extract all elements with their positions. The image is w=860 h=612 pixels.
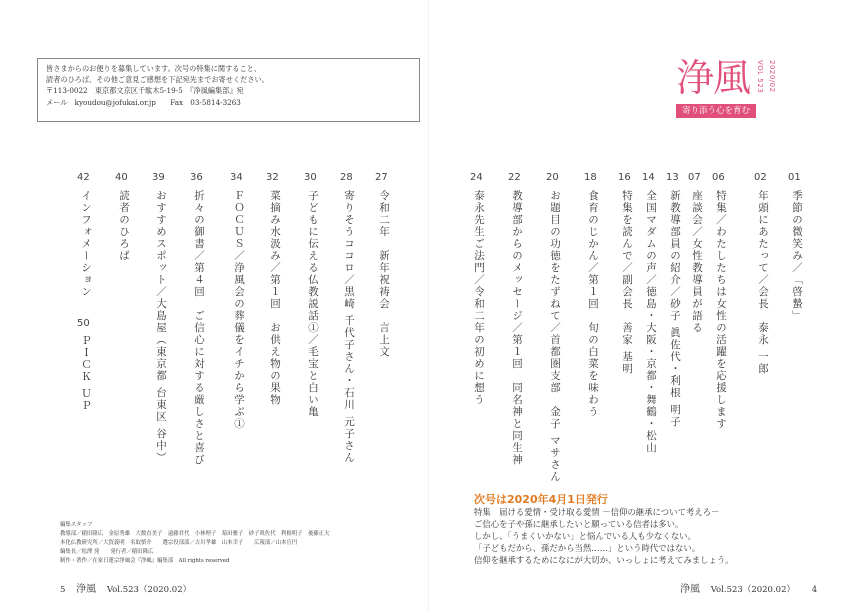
toc-number: 07 [688,172,701,183]
next-issue-line: 特集 届ける愛情・受け取る愛情 －信仰の継承について考えろ－ [474,507,720,517]
footer-magazine-title: 浄風 [680,584,700,595]
toc-number: 13 [666,172,679,183]
toc-entry[interactable]: お題目の功徳をたずねて／首都圏支部 金子 マサさん [549,190,561,483]
notice-line: メール kyoudou@jofukai.or.jp Fax 03-5814-3263 [46,97,241,107]
next-issue-title: 次号は2020年4月1日発行 [474,493,608,506]
footer-volume: Vol.523（2020.02） [710,585,795,595]
toc-number: 24 [470,172,483,183]
page-divider [428,0,429,612]
next-issue-line: 信仰を継承するためになにが大切か、いっしょに考えてみましょう。 [474,555,734,565]
page-number: 4 [811,585,818,595]
toc-entry[interactable]: 座談会／女性教導員が語る [691,190,703,334]
next-issue-description [474,506,734,566]
footer-magazine-title: 浄風 [76,584,97,595]
toc-entry[interactable]: 特集／わたしたちは女性の活躍を応援します [715,190,727,430]
toc-number: 14 [642,172,655,183]
logo-year: 2020/02 [768,60,776,93]
notice-line: 皆さまからのお便りを募集しています。次号の特集に関すること、 [46,64,262,73]
staff-line: 編集スタッフ [60,522,93,528]
toc-number: 36 [190,172,203,183]
notice-line: 読者のひろば、その他ご意見ご感想を下記宛先までお寄せください。 [46,75,269,85]
staff-line: 教導部／稲田隆広 金原秀雄 大数直美子 遠藤君代 小林理子 菊田雅子 砂子眞佐代 利根明子 後藤正夫 [60,531,330,537]
toc-number: 32 [266,172,279,183]
toc-entry[interactable]: 泰永先生ご法門／令和二年の初めに想う [473,190,485,406]
toc-number: 28 [340,172,353,183]
staff-line: 編集長／松澤 発 発行者／稲田隆広 [60,549,154,555]
toc-entry[interactable]: 全国マダムの声／徳島・大阪・京都・舞鶴・松山 [645,190,657,454]
toc-entry-pickup[interactable]: ＰＩＣＫ ＵＰ [80,335,92,412]
toc-number: 39 [152,172,165,183]
submission-notice-box [37,58,420,122]
next-issue-line: ご信心を子や孫に継承したいと願っている信者は多い。 [474,519,684,529]
next-issue-line: しかし、「うまくいかない」と悩んでいる人も少なくない。 [474,531,696,541]
staff-line: 制作・著作／在家日蓮宗浄風会『浄風』編集部 All rights reserved [60,558,230,564]
footer-left [60,580,191,595]
toc-entry[interactable]: インフォメーション [80,190,92,298]
notice-line: 〒113-0022 東京都文京区千駄木5-19-5 『浄風編集部』宛 [46,86,244,96]
toc-entry[interactable]: 新教導部員の紹介／砂子 眞佐代・利根 明子 [669,190,681,428]
toc-number: 16 [618,172,631,183]
toc-entry[interactable]: 教導部からのメッセージ／第１回 同名神と同生神 [511,190,523,466]
toc-entry[interactable]: 読者のひろば [118,190,130,262]
toc-number: 27 [375,172,388,183]
toc-number: 40 [115,172,128,183]
toc-entry[interactable]: 季節の微笑み／「啓蟄」 [791,190,803,322]
toc-number: 34 [230,172,243,183]
editorial-staff [60,521,330,566]
toc-number: 22 [508,172,521,183]
logo-tagline: 寄り添う心を育む [676,104,756,118]
toc-entry[interactable]: 年頭にあたって／会長 泰永 一郎 [757,190,769,375]
toc-entry[interactable]: 寄りそうココロ／黒崎 千代子さん・石川 元子さん [343,190,355,464]
toc-number: 30 [304,172,317,183]
toc-number: 01 [788,172,801,183]
toc-number: 02 [754,172,767,183]
toc-entry[interactable]: 折々の御書／第４回 ご信心に対する厳しさと喜び [193,190,205,466]
page-number: 5 [60,585,66,595]
toc-number: 18 [584,172,597,183]
magazine-logo-title: 浄風 [676,56,751,100]
toc-number: 20 [546,172,559,183]
toc-entry[interactable]: ＦＯＣＵＳ／浄風会の葬儀をイチから学ぶ① [233,190,245,430]
next-issue-line: 「子どもだから、孫だから当然……」という時代ではない。 [474,543,701,553]
toc-entry[interactable]: 令和二年 新年祝祷会 言上文 [378,190,390,358]
toc-entry[interactable]: 食育のじかん／第１回 旬の白菜を味わう [587,190,599,418]
footer-volume: Vol.523（2020.02） [106,585,192,595]
toc-entry[interactable]: 子どもに伝える仏教説話①／毛宝と白い亀 [307,190,319,418]
toc-number: 50 [77,318,90,329]
toc-number: 42 [77,172,90,183]
footer-right [680,580,817,595]
toc-number: 06 [712,172,725,183]
staff-line: 本化仏教研究所／大賀義明 名取慎介 選宗役部部／吉川孝雄 山本幸子 広報部／山本宣円 [60,540,298,546]
toc-entry[interactable]: 菜摘み水汲み／第１回 お供え物の果物 [269,190,281,406]
toc-entry[interactable]: おすすめスポット／大島屋（東京都 台東区 谷中） [155,190,167,464]
logo-volume: VOL 523 [756,60,764,94]
toc-entry[interactable]: 特集を読んで／副会長 善家 基明 [621,190,633,375]
